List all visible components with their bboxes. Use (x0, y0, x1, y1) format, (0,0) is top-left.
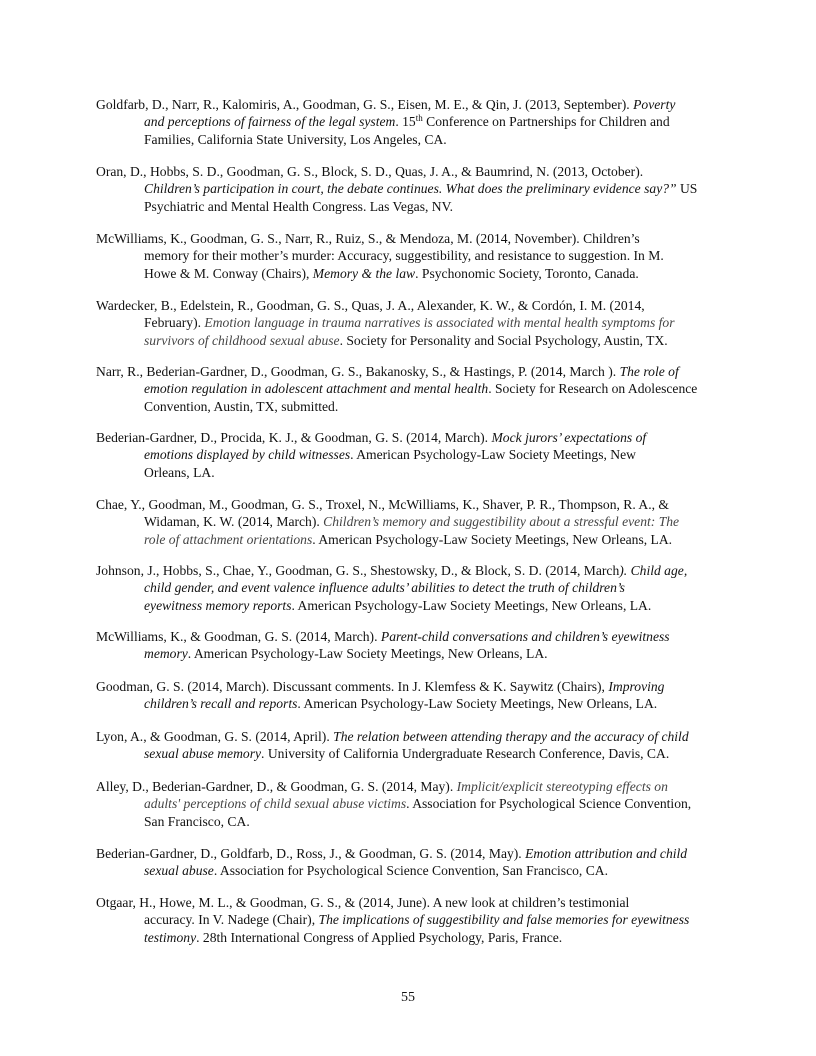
reference-text: . Society for Personality and Social Psychology, Austin, TX. (339, 332, 668, 348)
reference-title-text: Implicit/explicit stereotyping effects on (456, 779, 668, 794)
reference-text: Goodman, G. S. (2014, March). Discussant comments. In J. Klemfess & K. Saywitz (Chairs), (96, 679, 609, 694)
reference-text: Lyon, A., & Goodman, G. S. (2014, April). (96, 729, 334, 744)
reference-line (96, 297, 716, 314)
reference-entry (96, 96, 716, 148)
reference-line (96, 131, 716, 148)
reference-line (96, 894, 716, 911)
reference-line (96, 363, 716, 380)
reference-line (96, 332, 716, 349)
reference-title-text: role of attachment orientations (144, 531, 313, 547)
reference-text: Conference on Partnerships for Children and (422, 114, 670, 130)
reference-title-text: testimony (144, 929, 197, 945)
reference-title-text: children’s recall and reports (144, 696, 298, 712)
reference-text: Howe & M. Conway (Chairs), (144, 265, 313, 281)
reference-text: Psychiatric and Mental Health Congress. Las Vegas, NV. (144, 198, 454, 214)
reference-line (96, 464, 716, 481)
reference-text: . American Psychology-Law Society Meetings, New Orleans, LA. (187, 646, 548, 662)
reference-text: . American Psychology-Law Society Meetings, New (350, 447, 636, 463)
reference-entry (96, 562, 716, 614)
reference-title-text: The implications of suggestibility and false memories for eyewitness (318, 912, 690, 928)
reference-text: Families, California State University, Los Angeles, CA. (144, 131, 447, 147)
reference-title-text: emotion regulation in adolescent attachment and mental health (144, 381, 489, 397)
reference-line (96, 862, 716, 879)
reference-text: Widaman, K. W. (2014, March). (144, 514, 324, 530)
reference-text: Johnson, J., Hobbs, S., Chae, Y., Goodman, G. S., Shestowsky, D., & Block, S. D. (2014, March (96, 563, 620, 578)
reference-text: . Society for Research on Adolescence (488, 381, 698, 397)
reference-entry (96, 628, 716, 663)
reference-entry (96, 845, 716, 880)
reference-text: . American Psychology-Law Society Meetings, New Orleans, LA. (312, 531, 673, 547)
reference-line (96, 247, 716, 264)
reference-text: th (415, 113, 423, 124)
reference-line (96, 429, 716, 446)
reference-line (96, 678, 716, 695)
reference-title-text: and perceptions of fairness of the legal system (144, 114, 396, 130)
reference-title-text: memory (144, 646, 188, 662)
reference-entry (96, 778, 716, 830)
reference-title-text: The relation between attending therapy and the accuracy of child (333, 729, 689, 744)
reference-entry (96, 163, 716, 215)
reference-line (96, 314, 716, 331)
reference-title-text: Poverty (633, 97, 676, 112)
reference-entry (96, 728, 716, 763)
reference-text: McWilliams, K., Goodman, G. S., Narr, R., Ruiz, S., & Mendoza, M. (2014, November). Children’s (96, 231, 640, 246)
reference-entry (96, 678, 716, 713)
reference-title-text: Improving (608, 679, 665, 694)
reference-title-text: eyewitness memory reports (144, 597, 292, 613)
reference-title-text: Emotion attribution and child (525, 846, 688, 861)
reference-line (96, 728, 716, 745)
reference-line (96, 745, 716, 762)
reference-text: . Association for Psychological Science Convention, San Francisco, CA. (213, 863, 609, 879)
reference-text: Bederian-Gardner, D., Procida, K. J., & Goodman, G. S. (2014, March). (96, 430, 492, 445)
reference-text: McWilliams, K., & Goodman, G. S. (2014, March). (96, 629, 381, 644)
reference-line (96, 513, 716, 530)
reference-text: Goldfarb, D., Narr, R., Kalomiris, A., Goodman, G. S., Eisen, M. E., & Qin, J. (2013, September). (96, 97, 634, 112)
reference-line (96, 645, 716, 662)
reference-title-text: Children’s participation in court, the debate continues. What does the preliminary evidence say?” (144, 181, 677, 197)
reference-line (96, 628, 716, 645)
reference-line (96, 778, 716, 795)
reference-text: Orleans, LA. (144, 464, 215, 480)
reference-line (96, 929, 716, 946)
reference-text: . Psychonomic Society, Toronto, Canada. (415, 265, 639, 281)
reference-line (96, 398, 716, 415)
reference-text: memory for their mother’s murder: Accuracy, suggestibility, and resistance to suggestion. In M. (144, 248, 664, 264)
reference-line (96, 163, 716, 180)
reference-title-text: sexual abuse (144, 863, 214, 879)
reference-line (96, 96, 716, 113)
reference-text: accuracy. In V. Nadege (Chair), (144, 912, 319, 928)
reference-text: . 15 (395, 114, 416, 130)
reference-line (96, 531, 716, 548)
reference-title-text: ). Child age, (619, 563, 688, 578)
reference-text: US (676, 181, 698, 197)
reference-line (96, 845, 716, 862)
reference-title-text: Emotion language in trauma narratives is associated with mental health symptoms for (204, 315, 675, 331)
reference-text: San Francisco, CA. (144, 813, 250, 829)
reference-line (96, 230, 716, 247)
reference-title-text: Memory & the law (312, 265, 416, 281)
page-number: 55 (401, 990, 415, 1005)
reference-text: Wardecker, B., Edelstein, R., Goodman, G. S., Quas, J. A., Alexander, K. W., & Cordón, I. M. (2014, (96, 298, 645, 313)
reference-line (96, 380, 716, 397)
reference-title-text: survivors of childhood sexual abuse (144, 332, 340, 348)
reference-entry (96, 429, 716, 481)
reference-text: Oran, D., Hobbs, S. D., Goodman, G. S., Block, S. D., Quas, J. A., & Baumrind, N. (2013, October). (96, 164, 644, 179)
reference-title-text: child gender, and event valence influence adults’ abilities to detect the truth of children’s (144, 580, 625, 596)
reference-entry (96, 894, 716, 946)
reference-line (96, 446, 716, 463)
reference-title-text: The role of (619, 364, 679, 379)
reference-text: Bederian-Gardner, D., Goldfarb, D., Ross, J., & Goodman, G. S. (2014, May). (96, 846, 526, 861)
reference-text: Otgaar, H., Howe, M. L., & Goodman, G. S., & (2014, June). A new look at children’s testimonial (96, 895, 630, 910)
reference-line (96, 198, 716, 215)
reference-line (96, 597, 716, 614)
reference-text: . University of California Undergraduate Research Conference, Davis, CA. (261, 746, 670, 762)
reference-line (96, 113, 716, 130)
reference-title-text: Parent-child conversations and children’s eyewitness (380, 629, 670, 644)
reference-line (96, 795, 716, 812)
reference-title-text: emotions displayed by child witnesses (144, 447, 351, 463)
reference-text: Alley, D., Bederian-Gardner, D., & Goodman, G. S. (2014, May). (96, 779, 457, 794)
reference-line (96, 496, 716, 513)
reference-line (96, 180, 716, 197)
reference-title-text: Children’s memory and suggestibility about a stressful event: The (323, 514, 680, 530)
reference-line (96, 579, 716, 596)
reference-text: Narr, R., Bederian-Gardner, D., Goodman, G. S., Bakanosky, S., & Hastings, P. (2014, March ). (96, 364, 620, 379)
reference-title-text: adults' perceptions of child sexual abuse victims (144, 796, 407, 812)
reference-entry (96, 230, 716, 282)
reference-text: February). (144, 315, 205, 331)
reference-line (96, 813, 716, 830)
reference-line (96, 562, 716, 579)
reference-title-text: sexual abuse memory (144, 746, 262, 762)
reference-entry (96, 496, 716, 548)
reference-text: Chae, Y., Goodman, M., Goodman, G. S., Troxel, N., McWilliams, K., Shaver, P. R., Thompson, R. A., & (96, 497, 670, 512)
reference-title-text: Mock jurors’ expectations of (491, 430, 647, 445)
reference-text: . Association for Psychological Science Convention, (406, 796, 692, 812)
reference-line (96, 695, 716, 712)
reference-text: Convention, Austin, TX, submitted. (144, 398, 339, 414)
reference-line (96, 911, 716, 928)
reference-entry (96, 363, 716, 415)
reference-entry (96, 297, 716, 349)
reference-text: . American Psychology-Law Society Meetings, New Orleans, LA. (291, 597, 652, 613)
reference-line (96, 265, 716, 282)
reference-text: . American Psychology-Law Society Meetings, New Orleans, LA. (297, 696, 658, 712)
reference-text: . 28th International Congress of Applied Psychology, Paris, France. (196, 929, 563, 945)
